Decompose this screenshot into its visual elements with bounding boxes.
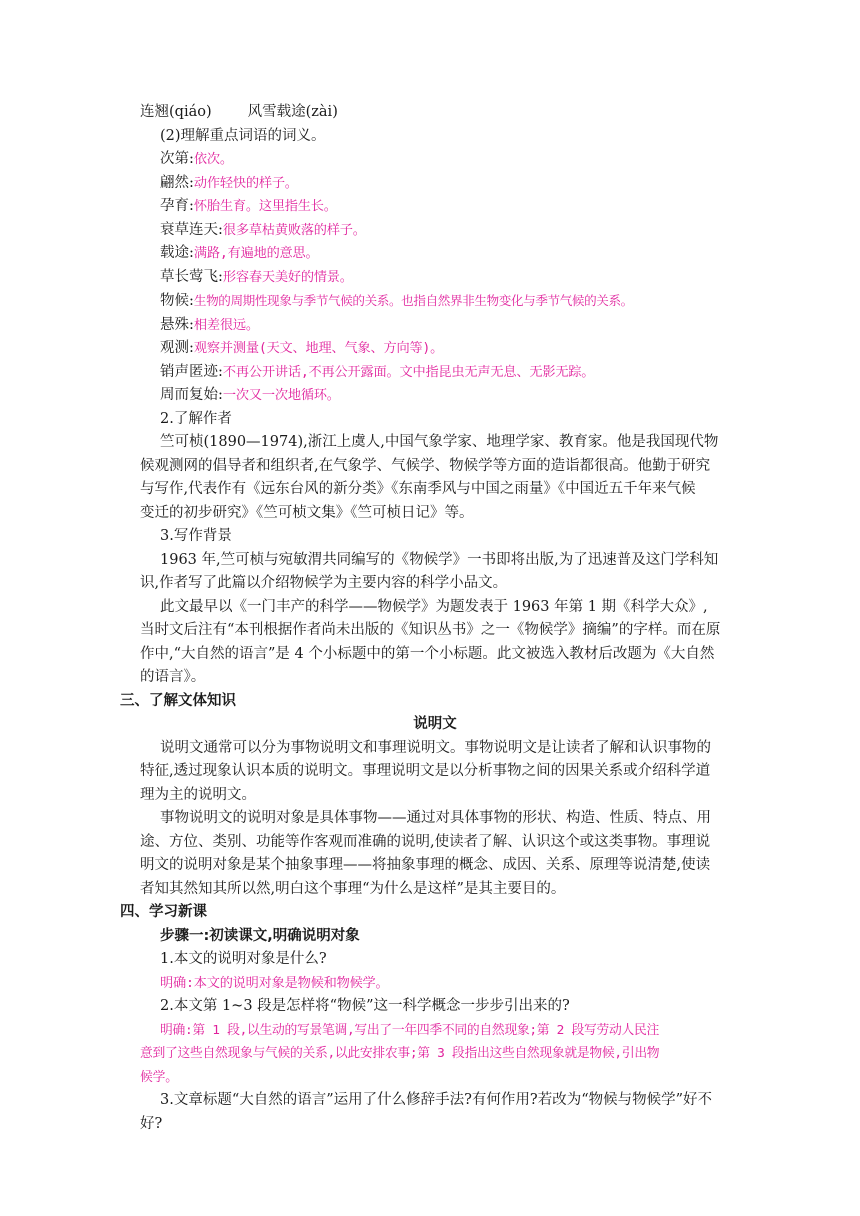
vocab-heading: (2)理解重点词语的词义。 — [160, 127, 326, 144]
author-heading: 2.了解作者 — [160, 410, 232, 427]
vocab-item — [140, 289, 730, 314]
vocab-term: 次第: — [160, 151, 194, 167]
author-paragraph — [140, 431, 730, 525]
vocab-definition: 动作轻快的样子。 — [193, 175, 298, 191]
background-heading: 3.写作背景 — [160, 528, 232, 544]
vocab-item — [140, 266, 730, 290]
vocab-item — [140, 337, 730, 361]
text-line: 竺可桢(1890—1974),浙江上虞人,中国气象学家、地理学家、教育家。他是我国现代物 — [160, 434, 719, 450]
vocab-term: 悬殊: — [160, 316, 194, 333]
vocab-definition: 一次又一次地循环。 — [222, 388, 340, 403]
vocab-term: 衰草连天: — [160, 221, 223, 238]
vocab-definition: 生物的周期性现象与季节气候的关系。也指自然界非生物变化与季节气候的关系。 — [193, 293, 633, 308]
vocab-item — [140, 148, 730, 172]
vocab-definition: 相差很远。 — [193, 317, 259, 333]
genre-paragraph-2 — [140, 807, 730, 901]
vocab-item — [140, 361, 730, 385]
genre-paragraph-1 — [140, 737, 730, 808]
pinyin-zai: (zài) — [305, 104, 338, 120]
answer-1: 明确:本文的说明对象是物候和物候学。 — [160, 975, 389, 991]
vocab-definition: 依次。 — [193, 152, 233, 167]
question-2: 2.本文第 1~3 段是怎样将“物候”这一科学概念一步步引出来的? — [160, 998, 570, 1014]
vocab-term: 物候: — [160, 293, 194, 309]
section-heading-3: 三、了解文体知识 — [120, 692, 236, 709]
vocab-item — [140, 314, 730, 338]
background-paragraph-1 — [140, 549, 730, 596]
text-line: 此文最早以《一门丰产的科学——物候学》为题发表于 1963 年第 1 期《科学大众》, — [160, 598, 708, 615]
text-line: 特征,透过现象认识本质的说明文。事理说明文是以分析事物之间的因果关系或介绍科学道 — [140, 763, 711, 779]
text-line: 说明文通常可以分为事物说明文和事理说明文。事物说明文是让读者了解和认识事物的 — [160, 739, 711, 756]
section-title: 说明文 — [413, 716, 457, 732]
text-line: 好? — [140, 1115, 163, 1132]
vocab-list — [140, 148, 730, 408]
vocab-term: 载途: — [160, 245, 194, 261]
section-heading-4: 四、学习新课 — [120, 904, 207, 920]
vocab-item — [140, 195, 730, 219]
vocab-item — [140, 219, 730, 243]
pinyin-qiao: (qiáo) — [169, 104, 212, 120]
text-line: 识,作者写了此篇以介绍物候学为主要内容的科学小品文。 — [140, 575, 508, 591]
text-line: 事物说明文的说明对象是具体事物——通过对具体事物的形状、构造、性质、特点、用 — [160, 810, 711, 826]
vocab-item — [140, 384, 730, 408]
word-fengxuezaitu: 风雪载途 — [247, 104, 306, 120]
answer-line: 明确:第 1 段,以生动的写景笔调,写出了一年四季不同的自然现象;第 2 段写劳动人民注 — [160, 1022, 659, 1038]
pinyin-line — [140, 101, 730, 125]
text-line: 途、方位、类别、功能等作客观而准确的说明,使读者了解、认识这个或这类事物。事理说 — [140, 833, 711, 850]
vocab-item — [140, 172, 730, 196]
vocab-term: 翩然: — [160, 174, 194, 191]
answer-line: 候学。 — [140, 1069, 178, 1085]
text-line: 候观测网的倡导者和组织者,在气象学、气候学、物候学等方面的造诣都很高。他勤于研究 — [140, 457, 711, 474]
question-3 — [140, 1089, 730, 1136]
vocab-term: 周而复始: — [160, 387, 223, 403]
answer-2 — [140, 1019, 730, 1090]
question-1: 1.本文的说明对象是什么? — [160, 951, 327, 967]
text-line: 当时文后注有“本刊根据作者尚未出版的《知识丛书》之一《物候学》摘编”的字样。而在原 — [140, 622, 721, 638]
vocab-term: 销声匿迹: — [160, 363, 223, 380]
text-line: 与写作,代表作有《远东台风的新分类》《东南季风与中国之雨量》《中国近五千年来气候 — [140, 481, 696, 497]
answer-line: 意到了这些自然现象与气候的关系,以此安排农事;第 3 段指出这些自然现象就是物候,引出物 — [140, 1046, 660, 1061]
step-heading: 步骤一:初读课文,明确说明对象 — [160, 927, 360, 944]
vocab-definition: 满路,有遍地的意思。 — [193, 246, 319, 261]
vocab-item — [140, 242, 730, 266]
vocab-definition: 不再公开讲话,不再公开露面。文中指昆虫无声无息、无影无踪。 — [222, 364, 595, 380]
text-line: 变迁的初步研究》《竺可桢文集》《竺可桢日记》等。 — [140, 504, 474, 521]
vocab-definition: 观察并测量(天文、地理、气象、方向等)。 — [193, 341, 444, 356]
vocab-term: 观测: — [160, 340, 194, 356]
vocab-definition: 很多草枯黄败落的样子。 — [222, 222, 366, 238]
text-line: 3.文章标题“大自然的语言”运用了什么修辞手法?有何作用?若改为“物候与物候学”好不 — [160, 1092, 713, 1108]
document-body — [120, 101, 730, 1136]
text-line: 作中,“大自然的语言”是 4 个小标题中的第一个小标题。此文被选入教材后改题为《大自然 — [140, 645, 715, 662]
text-line: 的语言》。 — [140, 669, 206, 685]
text-line: 理为主的说明文。 — [140, 786, 256, 803]
word-lianqiao: 连翘 — [140, 104, 169, 120]
text-line: 明文的说明对象是某个抽象事理——将抽象事理的概念、成因、关系、原理等说清楚,使读 — [140, 857, 711, 873]
text-line: 1963 年,竺可桢与宛敏渭共同编写的《物候学》一书即将出版,为了迅速普及这门学科知 — [160, 551, 719, 568]
vocab-definition: 怀胎生育。这里指生长。 — [193, 199, 337, 214]
vocab-term: 孕育: — [160, 198, 194, 214]
vocab-definition: 形容春天美好的情景。 — [222, 269, 353, 285]
background-paragraph-2 — [140, 596, 730, 690]
vocab-term: 草长莺飞: — [160, 268, 223, 285]
text-line: 者知其然知其所以然,明白这个事理“为什么是这样”是其主要目的。 — [140, 880, 566, 897]
